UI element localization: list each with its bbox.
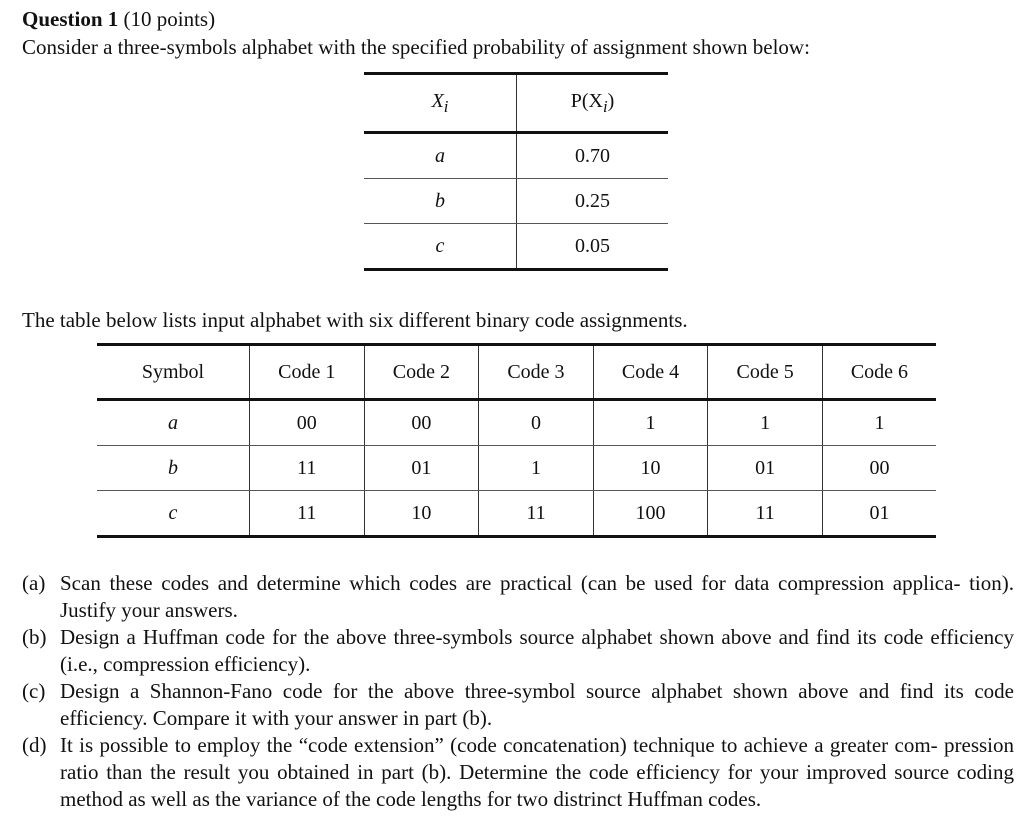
code-cell: 11 <box>479 491 594 537</box>
code-cell: 11 <box>708 491 823 537</box>
symbol-cell: c <box>97 491 250 537</box>
code-cell: 00 <box>250 400 365 446</box>
code-cell: 11 <box>250 491 365 537</box>
header-symbol: Symbol <box>97 345 250 400</box>
table-row <box>97 400 936 446</box>
part-label: (a) <box>22 571 46 595</box>
question-title: Question 1 <box>22 7 119 31</box>
table-row <box>97 491 936 537</box>
code-table <box>97 343 936 538</box>
part-text: Design a Huffman code for the above three-symbols source alphabet shown above and find its code efficiency (i.e., compression efficiency). <box>60 625 1014 676</box>
table-row <box>364 179 668 224</box>
question-points: (10 points) <box>123 7 216 31</box>
header-code-1: Code 1 <box>250 345 365 400</box>
header-code-5: Code 5 <box>708 345 823 400</box>
code-cell: 01 <box>364 446 479 491</box>
code-table-caption: The table below lists input alphabet with six different binary code assignments. <box>22 308 688 332</box>
code-cell: 10 <box>593 446 708 491</box>
question-heading <box>22 6 215 32</box>
part-text: Design a Shannon-Fano code for the above three-symbol source alphabet shown above and find its code efficiency. Compare it with your answer in part (b). <box>60 679 1014 730</box>
header-probability: $P(X_i)$ <box>517 74 669 133</box>
code-cell: 01 <box>708 446 823 491</box>
symbol-cell: a <box>364 133 517 179</box>
table-row <box>97 446 936 491</box>
symbol-cell: b <box>364 179 517 224</box>
part-a <box>22 570 1014 624</box>
code-cell: 1 <box>822 400 936 446</box>
code-cell: 0 <box>479 400 594 446</box>
probability-cell: 0.05 <box>517 224 669 270</box>
symbol-cell: a <box>97 400 250 446</box>
table-row <box>364 133 668 179</box>
symbol-cell: b <box>97 446 250 491</box>
table-row <box>364 224 668 270</box>
header-code-2: Code 2 <box>364 345 479 400</box>
code-cell: 1 <box>708 400 823 446</box>
probability-cell: 0.25 <box>517 179 669 224</box>
part-label: (c) <box>22 679 46 703</box>
header-code-4: Code 4 <box>593 345 708 400</box>
header-code-3: Code 3 <box>479 345 594 400</box>
symbol-cell: c <box>364 224 517 270</box>
code-cell: 1 <box>593 400 708 446</box>
code-cell: 00 <box>364 400 479 446</box>
header-code-6: Code 6 <box>822 345 936 400</box>
probability-table <box>364 72 668 271</box>
part-d <box>22 732 1014 813</box>
code-cell: 01 <box>822 491 936 537</box>
code-cell: 100 <box>593 491 708 537</box>
code-cell: 00 <box>822 446 936 491</box>
header-symbol: $X_i$ <box>364 74 517 133</box>
question-intro: Consider a three-symbols alphabet with the specified probability of assignment shown below: <box>22 35 810 59</box>
part-text: It is possible to employ the “code extension” (code concatenation) technique to achieve a greater com- pression ratio than the result you obtained in part (b). Determine the code efficiency for your improved source coding method as well as the variance of the code lengths for two distrinct Huffman codes. <box>60 733 1014 811</box>
code-cell: 11 <box>250 446 365 491</box>
part-label: (d) <box>22 733 47 757</box>
part-label: (b) <box>22 625 47 649</box>
code-table-header-row <box>97 345 936 400</box>
probability-table-header-row <box>364 74 668 133</box>
part-c <box>22 678 1014 732</box>
part-text: Scan these codes and determine which codes are practical (can be used for data compression applica- tion). Justify your answers. <box>60 571 1014 622</box>
probability-cell: 0.70 <box>517 133 669 179</box>
code-cell: 1 <box>479 446 594 491</box>
question-parts <box>22 570 1014 813</box>
code-cell: 10 <box>364 491 479 537</box>
part-b <box>22 624 1014 678</box>
